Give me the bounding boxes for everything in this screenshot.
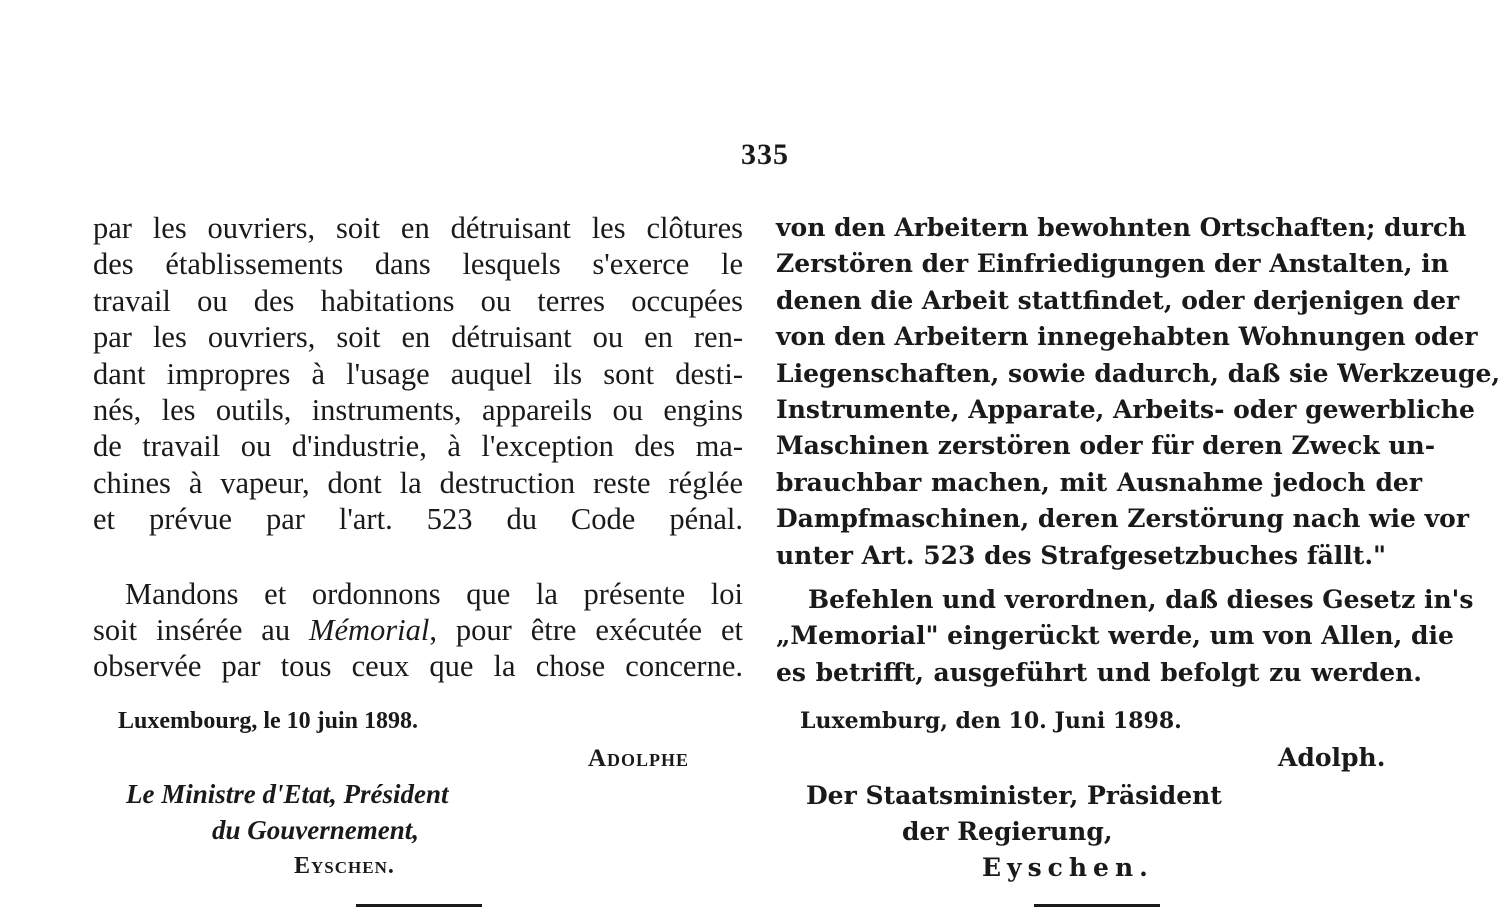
- german-sovereign-signature: Adolph.: [1278, 743, 1386, 772]
- text-line: par les ouvriers, soit en détruisant ou en ren-: [93, 320, 743, 355]
- minister-title: Der Staatsminister, Präsident: [806, 781, 1222, 810]
- page-number: 335: [741, 138, 789, 171]
- french-sovereign-signature: Adolphe: [588, 745, 690, 772]
- french-date-line: Luxembourg, le 10 juin 1898.: [118, 708, 419, 734]
- minister-title: Le Ministre d'Etat, Président: [126, 779, 449, 809]
- text-fragment: , pour être exécutée et: [429, 612, 743, 647]
- divider-rule: [1034, 904, 1160, 907]
- german-closing-paragraph: [776, 582, 1474, 691]
- text-line: chines à vapeur, dont la destruction reste réglée: [93, 465, 743, 500]
- text-line: et prévue par l'art. 523 du Code pénal.: [93, 502, 743, 537]
- text-line: dant impropres à l'usage auquel ils sont desti-: [93, 356, 743, 391]
- text-line: [93, 612, 743, 648]
- text-line: brauchbar machen, mit Ausnahme jedoch der: [776, 467, 1422, 497]
- french-minister-block: [126, 776, 449, 884]
- minister-name: Eyschen.: [294, 853, 395, 879]
- text-line: Maschinen zerstören oder für deren Zweck un-: [776, 431, 1436, 461]
- french-body-paragraph: [93, 210, 743, 538]
- french-closing-paragraph: [93, 576, 743, 685]
- text-line: des établissements dans lesquels s'exerce le: [93, 247, 743, 282]
- divider-rule: [356, 904, 482, 907]
- text-line: nés, les outils, instruments, appareils ou engins: [93, 392, 743, 427]
- text-fragment: soit insérée au: [93, 612, 310, 647]
- text-line: es betrifft, ausgeführt und befolgt zu werden.: [776, 657, 1422, 687]
- text-line: travail ou des habitations ou terres occupées: [93, 283, 743, 318]
- minister-name: Eyschen.: [982, 853, 1154, 882]
- text-line: Mandons et ordonnons que la présente loi: [125, 576, 743, 611]
- text-line: unter Art. 523 des Strafgesetzbuches fällt.": [776, 540, 1387, 570]
- text-line: von den Arbeitern bewohnten Ortschaften; durch: [776, 213, 1467, 242]
- german-column: [776, 210, 1500, 691]
- memorial-title: Mémorial: [309, 612, 430, 647]
- text-line: Dampfmaschinen, deren Zerstörung nach wie vor: [776, 504, 1470, 534]
- text-line: Instrumente, Apparate, Arbeits- oder gewerbliche: [776, 394, 1475, 424]
- minister-title-cont: du Gouvernement,: [212, 815, 420, 845]
- text-line: Liegenschaften, sowie dadurch, daß sie Werkzeuge,: [776, 358, 1500, 388]
- text-line: par les ouvriers, soit en détruisant les clôtures: [93, 211, 743, 245]
- text-line: Zerstören der Einfriedigungen der Anstalten, in: [776, 249, 1449, 279]
- text-line: de travail ou d'industrie, à l'exception des ma-: [93, 429, 743, 464]
- german-date-line: Luxemburg, den 10. Juni 1898.: [800, 708, 1182, 734]
- text-line: von den Arbeitern innegehabten Wohnungen oder: [776, 322, 1478, 352]
- french-column: [93, 210, 743, 685]
- text-line: observée par tous ceux que la chose concerne.: [93, 649, 743, 684]
- german-minister-block: [806, 778, 1222, 886]
- text-line: „Memorial" eingerückt werde, um von Allen, die: [776, 621, 1454, 651]
- german-body-paragraph: [776, 210, 1500, 574]
- text-line: denen die Arbeit stattfindet, oder derjenigen der: [776, 285, 1460, 315]
- minister-title-cont: der Regierung,: [902, 817, 1113, 846]
- text-line: Befehlen und verordnen, daß dieses Gesetz in's: [808, 584, 1474, 614]
